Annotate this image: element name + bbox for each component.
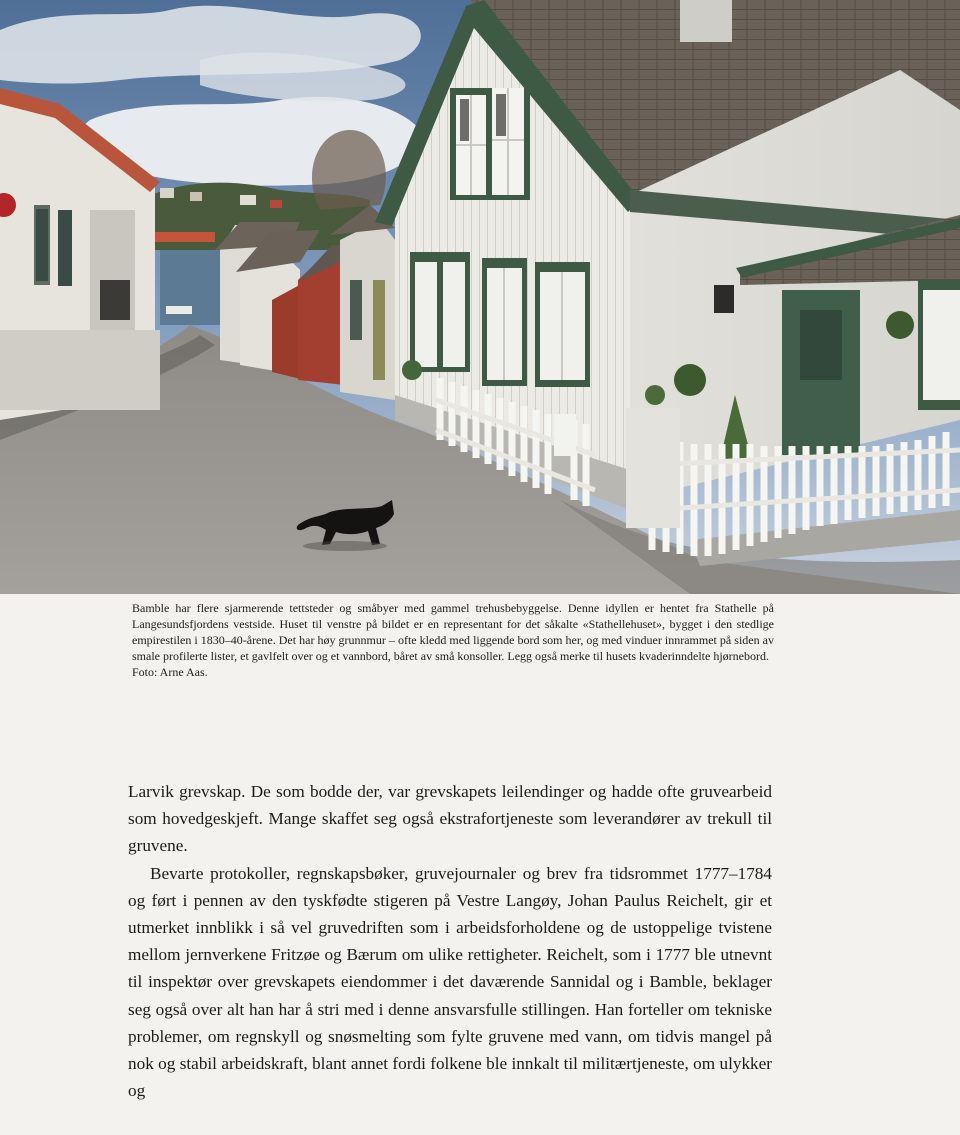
photo-caption [132,600,774,680]
photo-credit: Foto: Arne Aas. [132,665,208,680]
caption-text: Bamble har flere sjarmerende tettsteder og småbyer med gammel trehusbebyggelse. Denne idyllen er hentet fra Stathelle på Langesundsfjordens vestside. Huset til venstre på bildet er en representant for det såkalte «Stathellehuset», bygget i den stedlige empirestilen i 1830–40-årene. Det har høy grunnmur – ofte kledd med liggende bord som her, og med vinduer innrammet på siden av smale profilerte lister, et gavlfelt over og et vannbord, båret av små konsoller. Legg også merke til husets kvaderinndelte hjørnebord. [132,601,774,664]
paragraph-2: Bevarte protokoller, regnskapsbøker, gruvejournaler og brev fra tidsrommet 1777–1784 og ført i pennen av den tyskfødte stigeren på Vestre Langøy, Johan Paulus Reichelt, gir et utmerket innblikk i så vel gruvedriften som i arbeidsforholdene og de ustoppelige tvistene mellom jernverkene Fritzøe og Bærum om ulike rettigheter. Reichelt, som i 1777 ble utnevnt til inspektør over grevskapets eiendommer i det daværende Sannidal og i Bamble, beklager seg også over alt han har å stri med i denne ansvarsfulle stillingen. Han forteller om tekniske problemer, om regnskyll og snøsmelting som fylte gruvene med vann, om tidvis mangel på nok og stabil arbeidskraft, blant annet fordi folkene ble innkalt til militærtjeneste, om ulykker og [128,863,772,1101]
body-text [128,778,772,1104]
paragraph-1: Larvik grevskap. De som bodde der, var grevskapets leilendinger og hadde ofte gruvearbeid som hovedgeskjeft. Mange skaffet seg også ekstrafortjeneste som leverandører av trekull til gruvene. [128,782,772,856]
